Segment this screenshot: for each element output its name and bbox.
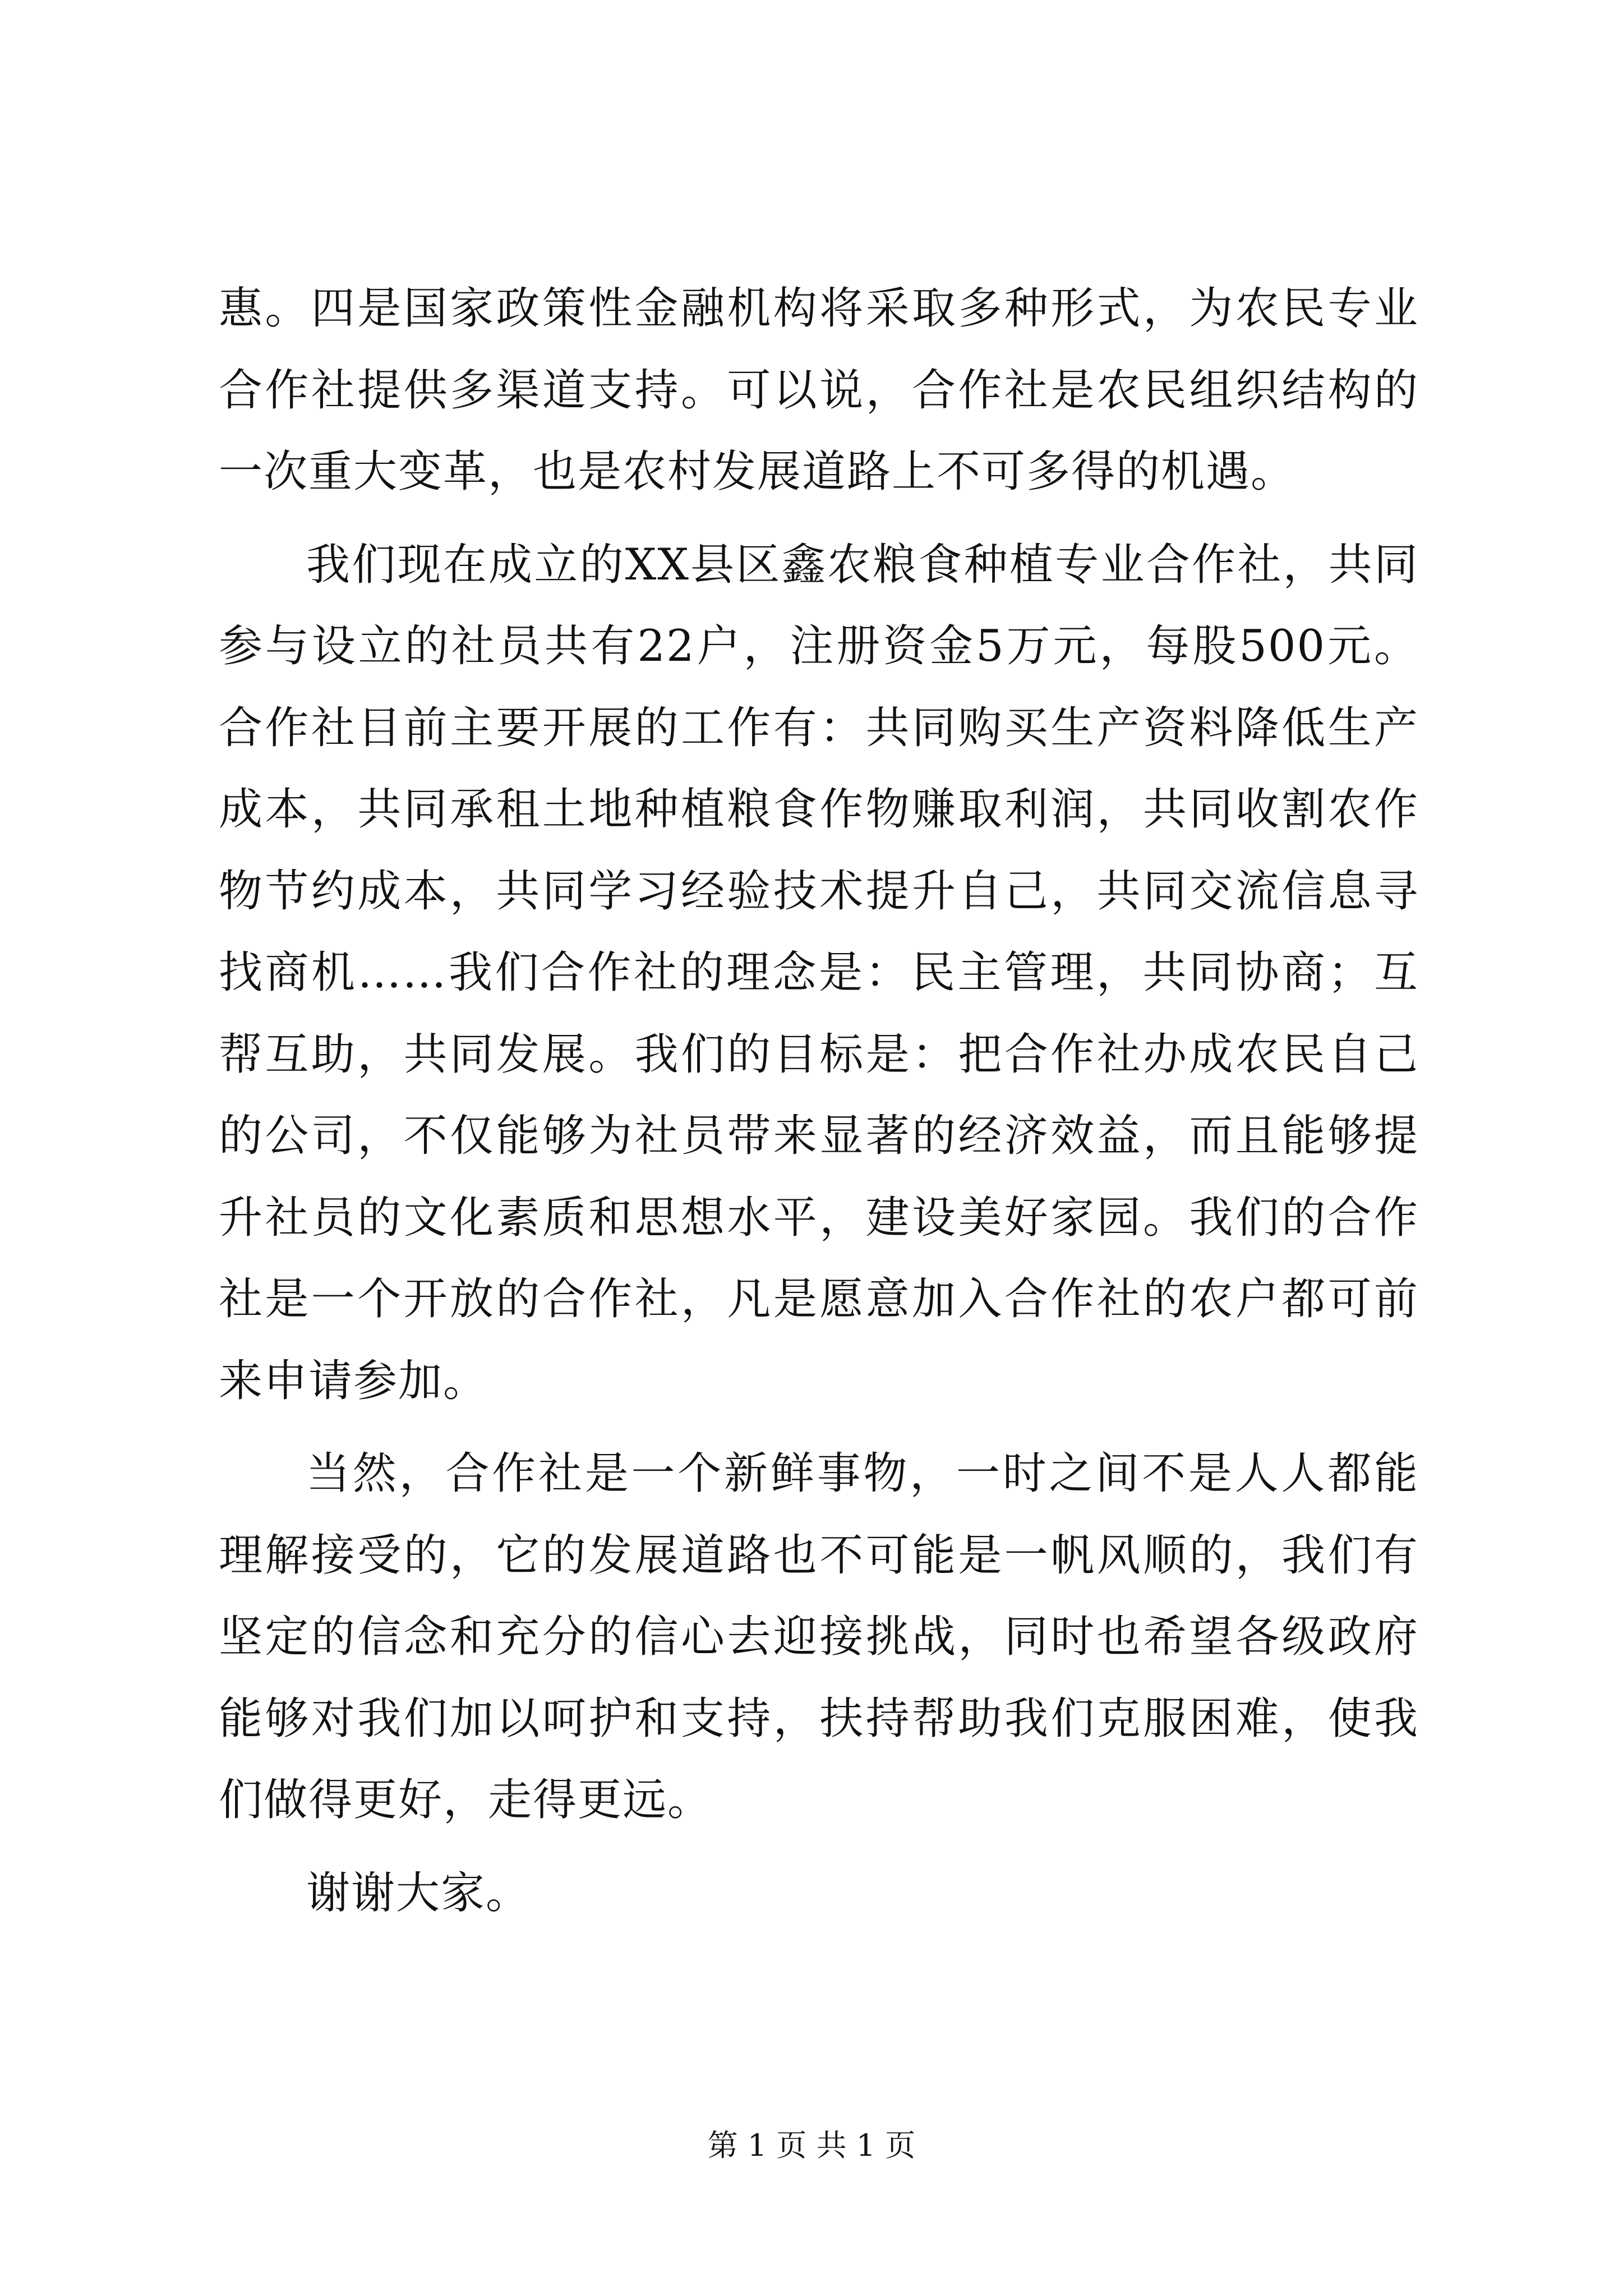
document-body bbox=[219, 268, 1419, 1945]
paragraph-1: 惠。四是国家政策性金融机构将采取多种形式，为农民专业合作社提供多渠道支持。可以说，合作社是农民组织结构的一次重大变革，也是农村发展道路上不可多得的机遇。 bbox=[219, 283, 1419, 497]
page-footer: 第 1 页 共 1 页 bbox=[707, 2128, 916, 2163]
paragraph-3: 当然，合作社是一个新鲜事物，一时之间不是人人都能理解接受的，它的发展道路也不可能是一帆风顺的，我们有坚定的信念和充分的信心去迎接挑战，同时也希望各级政府能够对我们加以呵护和支持，扶持帮助我们克服困难，使我们做得更好，走得更远。 bbox=[219, 1448, 1419, 1825]
paragraph-4: 谢谢大家。 bbox=[306, 1867, 531, 1918]
paragraph-2: 我们现在成立的XX县区鑫农粮食种植专业合作社，共同参与设立的社员共有22户，注册资金5万元，每股500元。合作社目前主要开展的工作有：共同购买生产资料降低生产成本，共同承租土地种植粮食作物赚取利润，共同收割农作物节约成本，共同学习经验技术提升自己，共同交流信息寻找商机……我们合作社的理念是：民主管理，共同协商；互帮互助，共同发展。我们的目标是：把合作社办成农民自己的公司，不仅能够为社员带来显著的经济效益，而且能够提升社员的文化素质和思想水平，建设美好家园。我们的合作社是一个开放的合作社，凡是愿意加入合作社的农户都可前来申请参加。 bbox=[219, 539, 1419, 1406]
